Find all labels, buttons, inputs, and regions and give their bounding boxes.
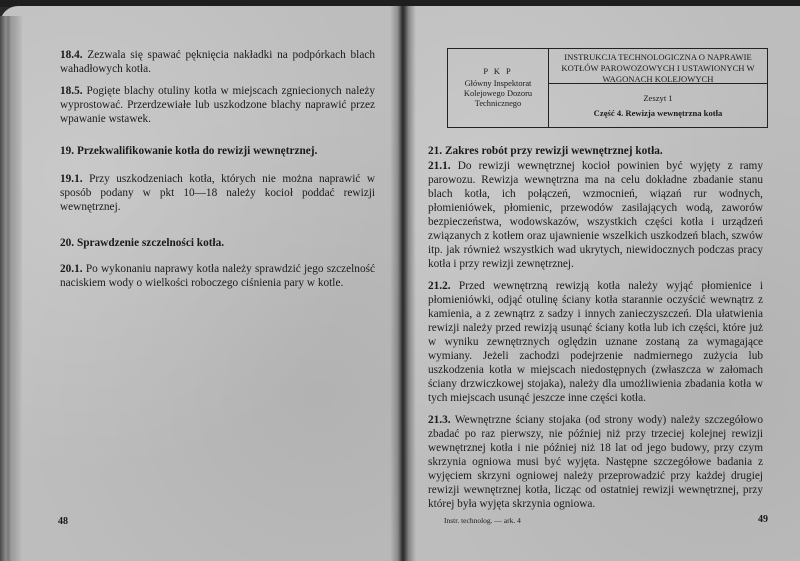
paragraph-20-1: 20.1. Po wykonaniu naprawy kotła należy sprawdzić jego szczelność naciskiem wody o wielkości roboczego ciśnienia pary w kotle. (60, 263, 376, 289)
issuer-block (448, 49, 549, 127)
volume-block (549, 84, 767, 127)
paragraph-19-1: 19.1. Przy uszkodzeniach kotła, których nie można naprawić w sposób podany w pkt 10—18 należy kocioł poddać rewizji wewnętrznej. (60, 173, 375, 213)
issuer-abbr: P K P (483, 67, 513, 76)
left-page-body (60, 48, 375, 298)
paragraph-18-5: 18.5. Pogięte blachy otuliny kotła w miejscach zgniecionych należy wyprostować. Przerdzewiałe lub uszkodzone blachy naprawić przez wpawanie wstawek. (60, 85, 376, 125)
document-title: INSTRUKCJA TECHNOLOGICZNA O NAPRAWIE KOTŁÓW PAROWOZOWYCH I USTAWIONYCH W WAGONACH KOLEJOWYCH (549, 49, 767, 84)
footer-note: Instr. technolog. — ark. 4 (444, 516, 521, 525)
section-20-heading: 20. Sprawdzenie szczelności kotła. (60, 237, 225, 249)
paragraph-21-3: 21.3. Wewnętrzne ściany stojaka (od strony wody) należy szczegółowo zbadać po raz pierwszy, nie później niż przy trzeciej kolejnej rewizji wewnętrznej kotła i nie później niż 18 lat od jego budowy, przy czym skrzynia ogniowa musi być wyjęta. Następne szczegółowe badania z wyjęciem skrzyni ogniowej należy przeprowadzić przy każdej drugiej rewizji wewnętrznej kotła, licząc od ostatniej rewizji wewnętrznej, przy której była wyjęta skrzynia ogniowa. (428, 414, 763, 510)
paragraph-18-4: 18.4. Zezwala się spawać pęknięcia nakładki na podpórkach blach wahadłowych kotła. (60, 49, 375, 75)
title-block (549, 49, 767, 127)
right-page-body (428, 144, 763, 519)
issuer-line-3: Technicznego (474, 99, 522, 108)
page-number-left: 48 (58, 516, 68, 527)
section-21-heading: 21. Zakres robót przy rewizji wewnętrznej kotła. (428, 145, 663, 157)
left-page (0, 6, 400, 561)
book-gutter (390, 6, 416, 561)
section-19-heading: 19. Przekwalifikowanie kotła do rewizji wewnętrznej. (60, 145, 318, 157)
part-label: Część 4. Rewizja wewnętrzna kotła (593, 108, 723, 118)
paragraph-21-2: 21.2. Przed wewnętrzną rewizją kotła należy wyjąć płomienice i płomieniówki, odjąć otulinę ściany kotła starannie oczyścić wewnątrz z kamienia, a z zewnątrz z sadzy i innych zanieczyszczeń. Dla ułatwienia rewizji należy przed rewizją usunąć ściany kotła lub ich części, które już w wyniku zewnętrznych oględzin uznane zostaną za wymagające wymiany. Jeżeli zachodzi podejrzenie nadmiernego zużycia lub uszkodzenia kotła w miejscach niedostępnych (zwłaszcza w załomach ściany drzwiczkowej stojaka), należy dla umożliwienia zbadania kotła w tych miejscach usunąć jeszcze inne części kotła. (428, 280, 763, 404)
issuer-line-1: Główny Inspektorat (464, 79, 532, 88)
issuer-line-2: Kolejowego Dozoru (463, 89, 533, 98)
paragraph-21-1: 21.1. Do rewizji wewnętrznej kocioł powinien być wyjęty z ramy parowozu. Rewizja wewnętrzna ma na celu dokładne zbadanie stanu blach kotła, ich połączeń, wzmocnień, wiązań rur wodnych, płomieniówek, płomienic, przewodów zasilających wodą, zaworów bezpieczeństwa, wodowskazów, wszystkich części kotła i urządzeń związanych z kotłem oraz ujawnienie wszelkich uszkodzeń blach, szwów itp. jak również wszystkich wad ukrytych, niewidocznych podczas pracy kotła i przy rewizji zewnętrznej. (428, 160, 763, 270)
page-number-right: 49 (758, 514, 768, 525)
document-header-box (447, 48, 768, 128)
volume-label: Zeszyt 1 (643, 93, 673, 103)
